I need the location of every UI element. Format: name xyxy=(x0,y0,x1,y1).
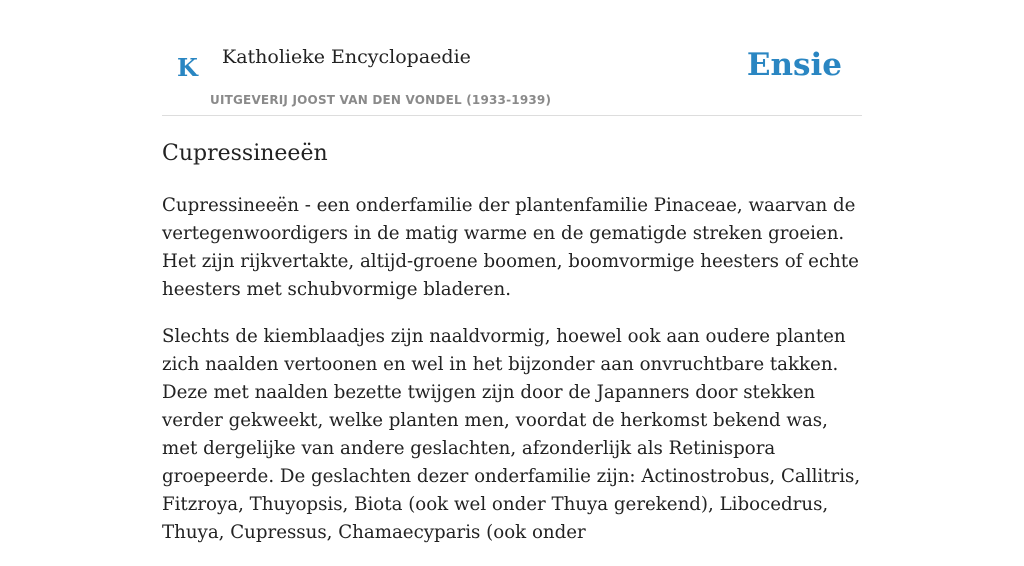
page-container xyxy=(162,0,862,543)
article-paragraph: Cupressineeën - een onderfamilie der plantenfamilie Pinaceae, waarvan de vertegenwoordigers in de matig warme en de gematigde streken groeien. Het zijn rijkvertakte, altijd-groene boomen, boomvormige heesters of echte heesters met schubvormige bladeren. xyxy=(162,195,859,300)
article-paragraph: Slechts de kiemblaadjes zijn naaldvormig, hoewel ook aan oudere planten zich naalden vertoonen en wel in het bijzonder aan onvruchtbare takken. Deze met naalden bezette twijgen zijn door de Japanners door stekken verder gekweekt, welke planten men, voordat de herkomst bekend was, met dergelijke van andere geslachten, afzonderlijk als Retinispora groepeerde. De geslachten dezer onderfamilie zijn: Actinostrobus, Callitris, Fitzroya, Thuyopsis, Biota (ook wel onder Thuya gerekend), Libocedrus, Thuya, Cupressus, Chamaecyparis (ook onder xyxy=(162,326,861,543)
article-title: Cupressineeën xyxy=(162,141,328,166)
source-logo[interactable]: K xyxy=(177,53,198,82)
source-header xyxy=(162,0,862,116)
ensie-brand-link[interactable]: Ensie xyxy=(746,47,842,83)
source-title[interactable]: Katholieke Encyclopaedie xyxy=(222,46,471,68)
article-body xyxy=(162,192,862,566)
source-subtitle: UITGEVERIJ JOOST VAN DEN VONDEL (1933-1939) xyxy=(210,93,552,107)
